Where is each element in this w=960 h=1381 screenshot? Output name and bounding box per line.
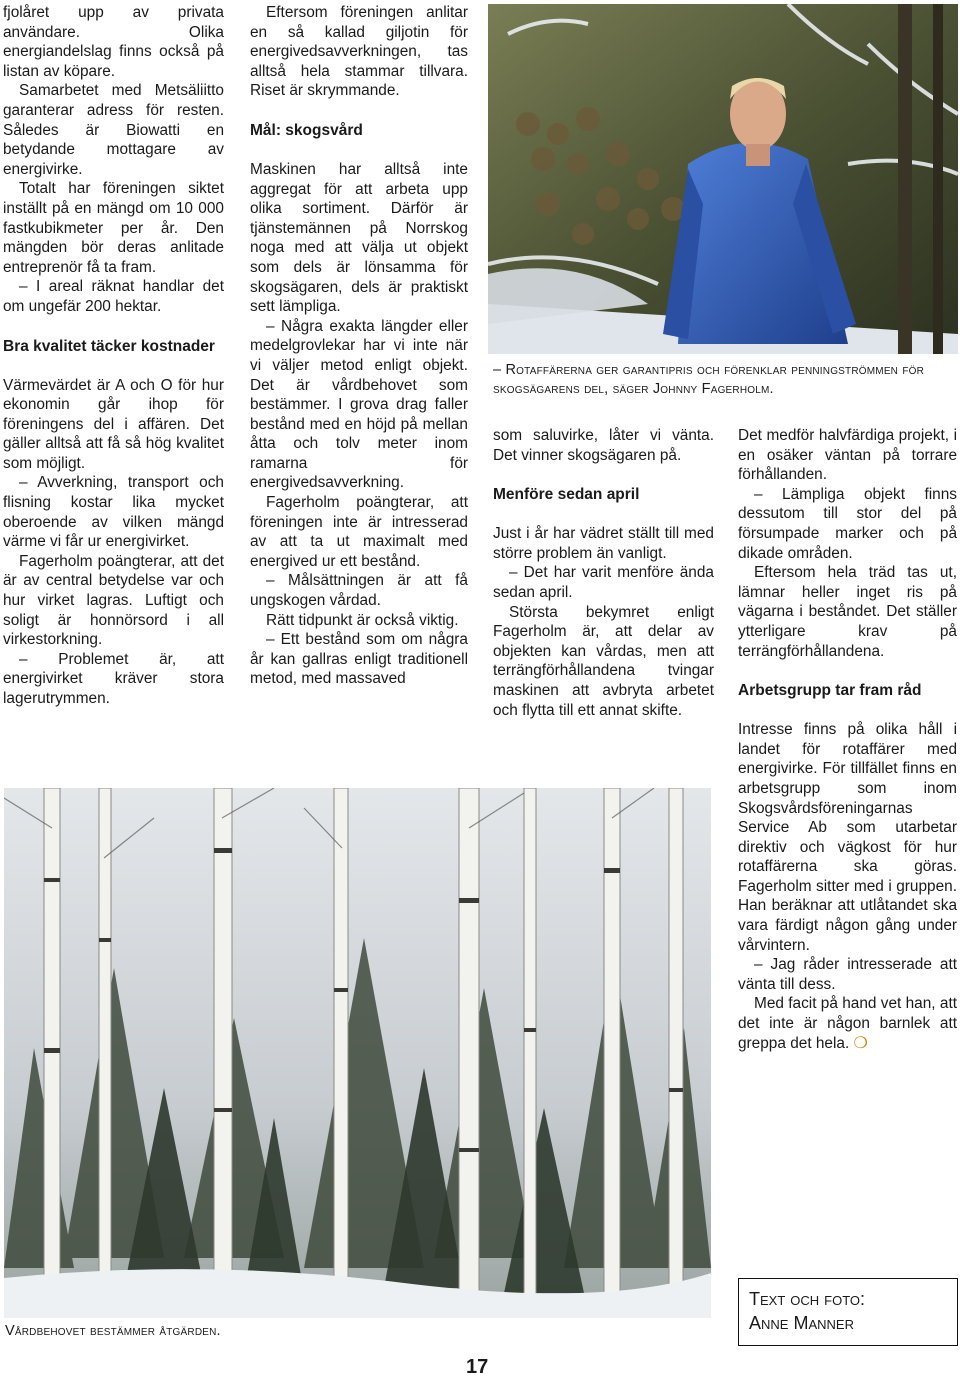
paragraph-text: Med facit på hand vet han, att det inte är någon barnlek att greppa det hela. bbox=[738, 995, 957, 1052]
credit-label: Text och foto: bbox=[749, 1289, 866, 1309]
paragraph: Fagerholm poängterar, att föreningen inte är intresserad av att ta ut maximalt med energived ur ett bestånd. bbox=[250, 494, 468, 570]
paragraph: – Jag råder intresserade att vänta till dess. bbox=[738, 956, 957, 993]
paragraph: Fagerholm poängterar, att det är av central betydelse var och hur virket lagras. Luftigt och soligt är honnörsord i all virkestorkning. bbox=[3, 552, 224, 649]
section-heading: Arbetsgrupp tar fram råd bbox=[738, 682, 922, 700]
paragraph: Eftersom hela träd tas ut, lämnar heller inget ris på vägarna i beståndet. Det ställer ytterligare krav på terrängförhållandena. bbox=[738, 564, 957, 660]
photo-caption-man: – Rotaffärerna ger garantipris och förenklar penningströmmen för skogsägarens del, säger Johnny Fagerholm. bbox=[493, 362, 925, 397]
paragraph: Samarbetet med Metsäliitto garanterar adress för resten. Således är Biowatti en betydande mottagare av energivirke. bbox=[3, 82, 224, 178]
credit-box bbox=[738, 1278, 958, 1346]
paragraph: Rätt tidpunkt är också viktig. bbox=[266, 611, 459, 629]
paragraph: – Det har varit menföre ända sedan april. bbox=[493, 564, 714, 601]
paragraph: – Ett bestånd som om några år kan gallras enligt traditionell metod, med massaved bbox=[250, 631, 468, 688]
article-column-3 bbox=[493, 426, 714, 720]
section-heading: Bra kvalitet täcker kostnader bbox=[3, 337, 215, 355]
article-column-4 bbox=[738, 426, 957, 1053]
paragraph: Totalt har föreningen siktet inställt på en mängd om 10 000 fastkubikmeter per år. Den mängden bör deras anlitade entreprenör få ta fram. bbox=[3, 180, 224, 276]
photo-forest-illustration bbox=[4, 788, 711, 1318]
article-column-2 bbox=[250, 3, 468, 689]
paragraph: – Avverkning, transport och flisning kostar lika mycket oberoende av vilken mängd värme vi får ur energivirket. bbox=[3, 474, 224, 551]
paragraph bbox=[738, 994, 957, 1053]
paragraph: – Problemet är, att energivirket kräver stora lagerutrymmen. bbox=[3, 650, 224, 707]
end-mark-icon: ❍ bbox=[853, 1034, 868, 1052]
paragraph: fjolåret upp av privata användare. Olika energiandelslag finns också på listan av köpare. bbox=[3, 4, 224, 80]
paragraph: Största bekymret enligt Fagerholm är, att delar av objekten kan vårdas, men att terrängförhållandena tvingar maskinen att avbryta arbetet och flytta till ett annat skifte. bbox=[493, 603, 714, 719]
page-number: 17 bbox=[466, 1356, 489, 1378]
article-column-1 bbox=[3, 3, 224, 709]
photo-johnny-fagerholm bbox=[488, 4, 958, 354]
paragraph: Det medför halvfärdiga projekt, i en osäker väntan på torrare förhållanden. bbox=[738, 427, 957, 484]
credit-author: Anne Manner bbox=[749, 1313, 854, 1333]
paragraph: – Målsättningen är att få ungskogen vårdad. bbox=[250, 572, 468, 610]
photo-man-illustration bbox=[488, 4, 958, 354]
paragraph: som saluvirke, låter vi vänta. Det vinner skogsägaren på. bbox=[493, 427, 714, 464]
paragraph: – I areal räknat handlar det om ungefär 200 hektar. bbox=[3, 278, 224, 315]
section-heading: Mål: skogsvård bbox=[250, 121, 363, 139]
paragraph: Maskinen har alltså inte aggregat för att arbeta upp olika sortiment. Därför är tjänstemännen på Norrskog noga med att välja ut objekt som dels är lönsamma för skogsägaren, dels är praktiskt sett lämpliga. bbox=[250, 160, 468, 316]
paragraph: Just i år har vädret ställt till med större problem än vanligt. bbox=[493, 525, 714, 562]
paragraph: Värmevärdet är A och O för hur ekonomin går ihop för föreningens del i affären. Det gäller alltså att få så hög kvalitet som möjligt. bbox=[3, 376, 224, 472]
photo-birch-forest bbox=[4, 788, 711, 1318]
photo-caption-forest: Vårdbehovet bestämmer åtgärden. bbox=[5, 1323, 221, 1339]
paragraph: – Lämpliga objekt finns dessutom till stor del på försumpade marker och på dikade områden. bbox=[738, 485, 957, 562]
paragraph: – Några exakta längder eller medelgrovlekar har vi inte när vi väljer metod enligt objekt. Det är vårdbehovet som bestämmer. I grova drag faller bestånd med en höjd på mellan åtta och tolv meter inom ramarna för energivedsavverkning. bbox=[250, 317, 468, 492]
section-heading: Menföre sedan april bbox=[493, 486, 640, 504]
paragraph: Intresse finns på olika håll i landet för rotaffärer med energivirke. För tillfället finns en arbetsgrupp som inom Skogsvårdsföreningarnas Service Ab som utarbetar direktiv och vägkost för hur rotaffärerna ska göras. Fagerholm sitter med i gruppen. Han beräknar att utlåtandet ska vara färdigt någon gång under vårvintern. bbox=[738, 721, 957, 954]
paragraph: Eftersom föreningen anlitar en så kallad giljotin för energivedsavverkningen, tas alltså hela stammar tillvara. Riset är skrymmande. bbox=[250, 4, 468, 100]
